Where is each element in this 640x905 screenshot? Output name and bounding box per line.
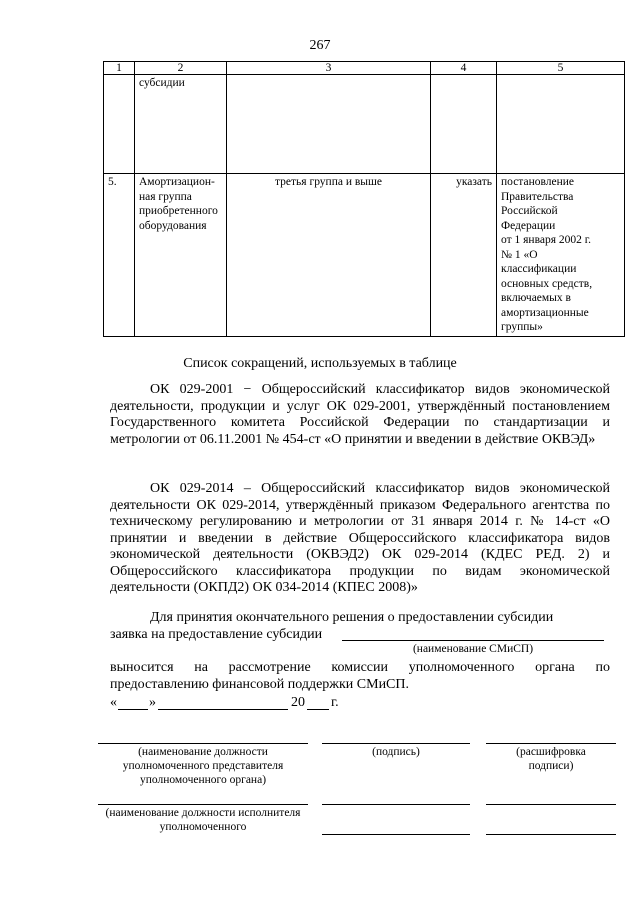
col-header-4: 4 [431, 62, 497, 75]
cell-empty [227, 75, 431, 174]
cell-name: субсидии [135, 75, 227, 174]
abbreviation-okved2: ОК 029-2014 – Общероссийский классификатор видов экономической деятельности ОК 029-2014, утверждённый приказом Федерального агентства по техническому регулированию и метрологии от 31 января 2014 г. № 14-ст «О принятии и введении в действие Общероссийского классификатора видов экономической деятельности (ОКВЭД2) ОК 029-2014 (КДЕС РЕД. 2) и Общероссийского классификатора продукции по видам экономической деятельности (ОКПД2) ОК 034-2014 (КПЕС 2008)» [110, 481, 610, 595]
cell-line: группы» [501, 321, 543, 333]
date-year-suffix: г. [331, 695, 339, 710]
col-header-3: 3 [227, 62, 431, 75]
page-number: 267 [309, 38, 331, 53]
rep-position-caption: (наименование должности уполномоченного представителя уполномоченного органа) [122, 746, 284, 786]
signature-line-3[interactable] [322, 834, 470, 835]
cell-number: 5. [104, 174, 135, 337]
cell-line: ная группа [139, 190, 192, 203]
rep-position-line[interactable] [98, 743, 308, 744]
cell-unit: указать [431, 174, 497, 337]
signature-caption: (подпись) [372, 746, 420, 758]
cell-line: включаемых в [501, 292, 571, 304]
cell-line: Федерации [501, 219, 556, 232]
cell-value: третья группа и выше [227, 174, 431, 337]
table-row [104, 174, 625, 337]
date-day-field[interactable] [118, 709, 148, 710]
cell-line: Российской [501, 205, 558, 217]
date-open-quote: « [110, 695, 117, 710]
decoding-caption: (расшифровка подписи) [516, 746, 586, 772]
signature-line[interactable] [322, 743, 470, 744]
date-month-field[interactable] [158, 709, 288, 710]
smisp-caption: (наименование СМиСП) [412, 643, 534, 655]
exec-position-line[interactable] [98, 804, 308, 805]
cell-line: Амортизацион- [139, 176, 215, 188]
signature-line-2[interactable] [322, 804, 470, 805]
date-close-quote: » [149, 695, 156, 710]
cell-empty [104, 75, 135, 174]
cell-source [497, 174, 625, 337]
cell-line: Правительства [501, 190, 574, 203]
col-header-1: 1 [104, 62, 135, 75]
smisp-name-field[interactable] [342, 640, 604, 641]
cell-empty [431, 75, 497, 174]
abbreviations-heading: Список сокращений, используемых в таблице [183, 356, 457, 371]
table-row [104, 75, 625, 174]
cell-line: амортизационные [501, 306, 589, 319]
cell-line: основных средств, [501, 277, 593, 290]
exec-position-caption: (наименование должности исполнителя уполномоченного [105, 807, 301, 833]
cell-line: оборудования [139, 219, 207, 232]
cell-line: № 1 «О [501, 248, 538, 261]
cell-name [135, 174, 227, 337]
decoding-line-3[interactable] [486, 834, 616, 835]
decoding-line[interactable] [486, 743, 616, 744]
date-year-prefix: 20 [291, 695, 305, 710]
decoding-line-2[interactable] [486, 804, 616, 805]
abbreviation-okved: ОК 029-2001 − Общероссийский классификатор видов экономической деятельности, продукции и услуг ОК 029-2001, утверждённый постановлением Государственного комитета Российской Федерации по стандартизации и метрологии от 06.11.2001 № 454-ст «О принятии и введении в действие ОКВЭД» [110, 382, 610, 447]
col-header-5: 5 [497, 62, 625, 75]
cell-empty [497, 75, 625, 174]
decision-line-4: предоставлению финансовой поддержки СМиСП. [110, 677, 410, 692]
table-header-row [104, 62, 625, 75]
cell-line: приобретенного [139, 205, 218, 217]
cell-line: от 1 января 2002 г. [501, 234, 592, 246]
decision-line-1: Для принятия окончательного решения о предоставлении субсидии [150, 610, 554, 625]
date-line [110, 695, 370, 713]
date-year-field[interactable] [307, 709, 329, 710]
cell-line: постановление [501, 176, 575, 188]
col-header-2: 2 [135, 62, 227, 75]
cell-line: классификации [501, 263, 577, 275]
decision-line-3: выносится на рассмотрение комиссии уполномоченного органа по [110, 660, 610, 675]
decision-line-2: заявка на предоставление субсидии [110, 627, 323, 642]
data-table [103, 61, 625, 337]
